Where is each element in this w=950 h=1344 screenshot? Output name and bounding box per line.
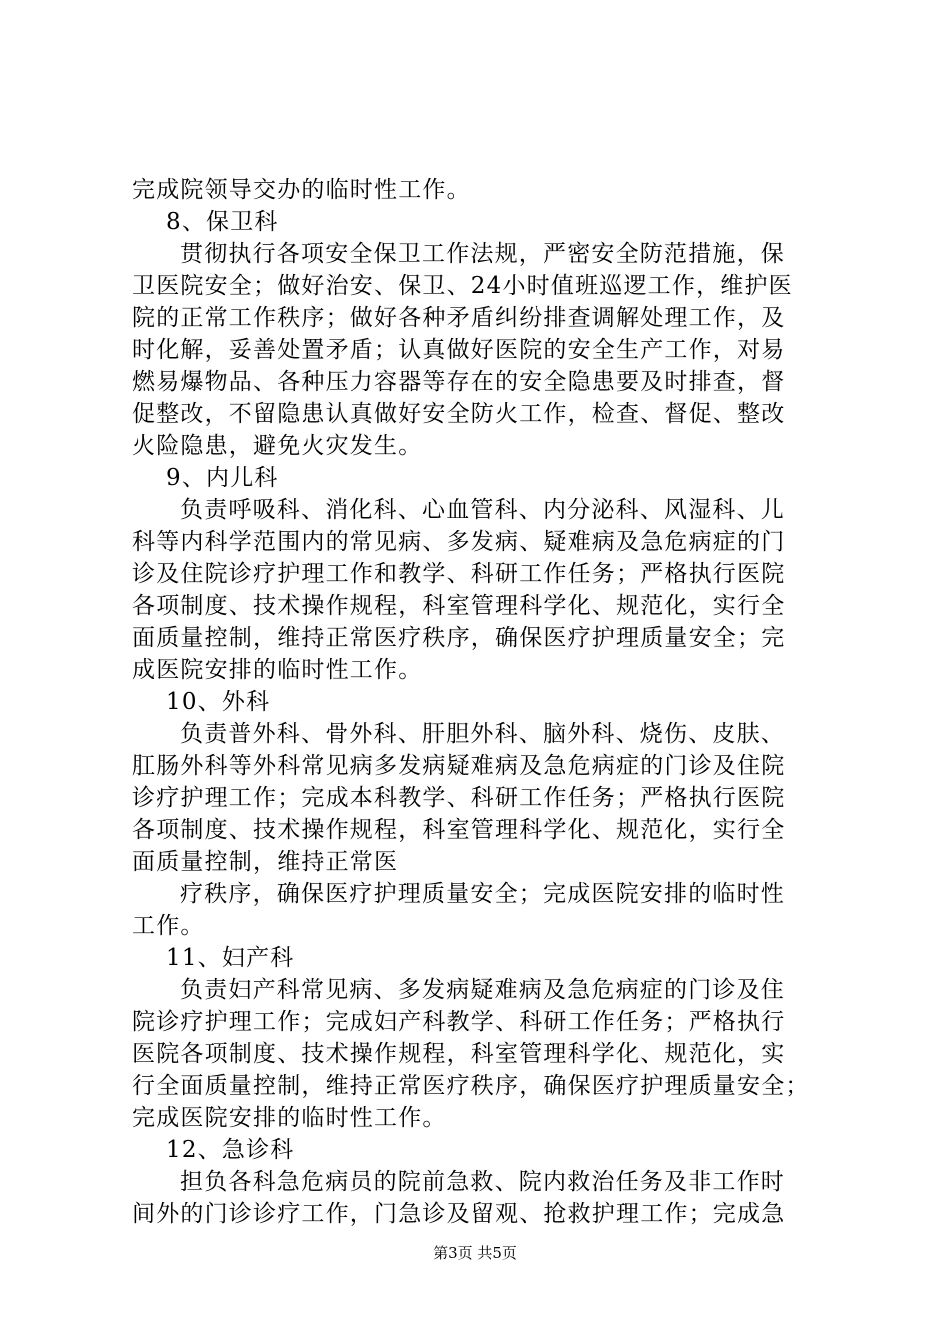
text-line: 面质量控制，维持正常医 xyxy=(132,849,399,875)
text-line: 各项制度、技术操作规程，科室管理科学化、规范化，实行全 xyxy=(132,593,786,619)
text-line: 负责呼吸科、消化科、心血管科、内分泌科、风湿科、儿 xyxy=(180,497,785,523)
text-line: 贯彻执行各项安全保卫工作法规，严密安全防范措施，保 xyxy=(180,241,785,267)
text-line: 完成医院安排的临时性工作。 xyxy=(132,1105,447,1131)
text-line: 诊及住院诊疗护理工作和教学、科研工作任务；严格执行医院 xyxy=(132,561,786,587)
text-line: 促整改，不留隐患认真做好安全防火工作，检查、督促、整改 xyxy=(132,401,786,427)
text-line: 工作。 xyxy=(132,913,205,939)
section-heading-emergency: 12、急诊科 xyxy=(166,1137,295,1163)
text-line: 时化解，妥善处置矛盾；认真做好医院的安全生产工作，对易 xyxy=(132,337,786,363)
text-line: 院的正常工作秩序；做好各种矛盾纠纷排查调解处理工作，及 xyxy=(132,305,786,331)
text-line: 燃易爆物品、各种压力容器等存在的安全隐患要及时排查，督 xyxy=(132,369,786,395)
text-line: 行全面质量控制，维持正常医疗秩序，确保医疗护理质量安全； xyxy=(132,1073,810,1099)
section-heading-security: 8、保卫科 xyxy=(166,209,279,235)
section-heading-obstetrics: 11、妇产科 xyxy=(166,945,295,971)
text-line: 卫医院安全；做好治安、保卫、24小时值班巡逻工作，维护医 xyxy=(132,273,793,299)
text-line: 医院各项制度、技术操作规程，科室管理科学化、规范化，实 xyxy=(132,1041,786,1067)
section-heading-internal-pediatrics: 9、内儿科 xyxy=(166,465,279,491)
text-line: 面质量控制，维持正常医疗秩序，确保医疗护理质量安全；完 xyxy=(132,625,786,651)
text-line: 负责普外科、骨外科、肝胆外科、脑外科、烧伤、皮肤、 xyxy=(180,721,785,747)
text-line: 完成院领导交办的临时性工作。 xyxy=(132,177,471,203)
text-line: 疗秩序，确保医疗护理质量安全；完成医院安排的临时性 xyxy=(180,881,785,907)
section-heading-surgery: 10、外科 xyxy=(166,689,271,715)
text-line: 院诊疗护理工作；完成妇产科教学、科研工作任务；严格执行 xyxy=(132,1009,786,1035)
text-line: 负责妇产科常见病、多发病疑难病及急危病症的门诊及住 xyxy=(180,977,785,1003)
text-line: 间外的门诊诊疗工作，门急诊及留观、抢救护理工作；完成急 xyxy=(132,1201,786,1227)
text-line: 各项制度、技术操作规程，科室管理科学化、规范化，实行全 xyxy=(132,817,786,843)
text-line: 诊疗护理工作；完成本科教学、科研工作任务；严格执行医院 xyxy=(132,785,786,811)
text-line: 科等内科学范围内的常见病、多发病、疑难病及急危病症的门 xyxy=(132,529,786,555)
text-line: 火险隐患，避免火灾发生。 xyxy=(132,433,423,459)
text-line: 担负各科急危病员的院前急救、院内救治任务及非工作时 xyxy=(180,1169,785,1195)
text-line: 肛肠外科等外科常见病多发病疑难病及急危病症的门诊及住院 xyxy=(132,753,786,779)
page-number-footer: 第3页 共5页 xyxy=(433,1244,517,1262)
text-line: 成医院安排的临时性工作。 xyxy=(132,657,423,683)
